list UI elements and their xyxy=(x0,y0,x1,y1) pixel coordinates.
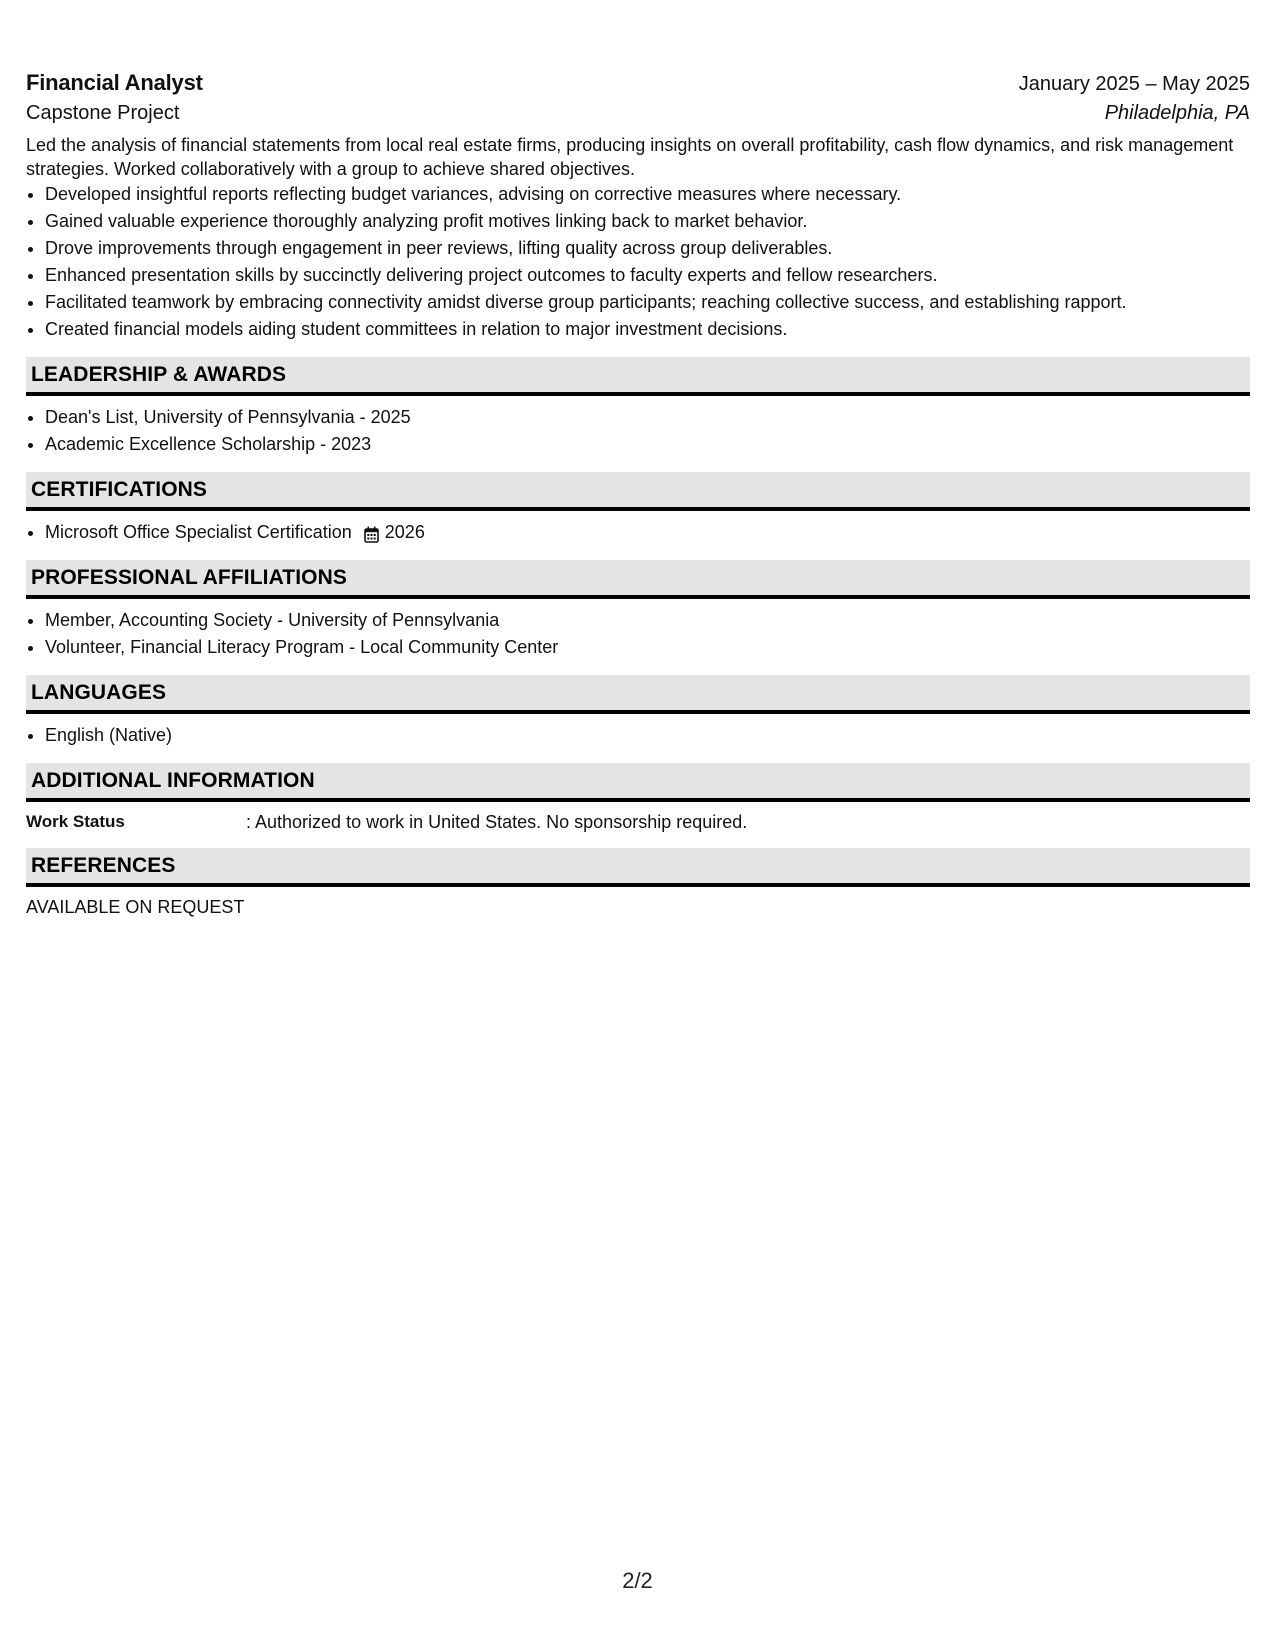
job-location: Philadelphia, PA xyxy=(1104,102,1250,124)
section-header xyxy=(26,472,1250,511)
section-title: REFERENCES xyxy=(31,853,176,877)
section-additional-information xyxy=(26,763,1250,834)
section-header xyxy=(26,675,1250,714)
list-item: • Member, Accounting Society - University of Pennsylvania xyxy=(45,607,1250,634)
calendar-icon xyxy=(364,524,379,541)
section-title: ADDITIONAL INFORMATION xyxy=(31,768,315,792)
section-header xyxy=(26,763,1250,802)
section-header xyxy=(26,560,1250,599)
list-item: • English (Native) xyxy=(45,722,1250,749)
job-company: Capstone Project xyxy=(26,102,180,124)
experience-entry xyxy=(26,70,1250,343)
section-title: LANGUAGES xyxy=(31,680,167,704)
list-item: • Drove improvements through engagement in peer reviews, lifting quality across group deliverables. xyxy=(45,235,1250,262)
list-item: • Created financial models aiding student committees in relation to major investment decisions. xyxy=(45,316,1250,343)
affiliations-list xyxy=(26,607,1250,661)
resume-page xyxy=(26,70,1250,919)
page-number: 2/2 xyxy=(622,1568,653,1593)
list-item: • Academic Excellence Scholarship - 2023 xyxy=(45,431,1250,458)
section-leadership xyxy=(26,357,1250,458)
section-affiliations xyxy=(26,560,1250,661)
job-header xyxy=(26,70,1250,96)
languages-list xyxy=(26,722,1250,749)
job-summary: Led the analysis of financial statements from local real estate firms, producing insights on overall profitability, cash flow dynamics, and risk management strategies. Worked collaboratively with a group to achieve shared objectives. xyxy=(26,135,1234,179)
section-header xyxy=(26,357,1250,396)
certification-year: 2026 xyxy=(384,522,425,542)
section-title: CERTIFICATIONS xyxy=(31,477,208,501)
list-item: • Developed insightful reports reflecting budget variances, advising on corrective measures where necessary. xyxy=(45,181,1250,208)
references-text: AVAILABLE ON REQUEST xyxy=(26,897,245,917)
certification-row xyxy=(45,519,425,546)
section-certifications xyxy=(26,472,1250,546)
leadership-list xyxy=(26,404,1250,458)
section-title: LEADERSHIP & AWARDS xyxy=(31,362,287,386)
certifications-list xyxy=(26,519,1250,546)
job-dates: January 2025 – May 2025 xyxy=(1018,73,1250,95)
list-item: • Dean's List, University of Pennsylvania - 2025 xyxy=(45,404,1250,431)
job-subheader xyxy=(26,102,1250,125)
list-item: • Gained valuable experience thoroughly analyzing profit motives linking back to market behavior. xyxy=(45,208,1250,235)
list-item: • Volunteer, Financial Literacy Program - Local Community Center xyxy=(45,634,1250,661)
work-status-value: : Authorized to work in United States. No sponsorship required. xyxy=(246,812,748,832)
work-status-row xyxy=(26,810,1250,834)
section-references xyxy=(26,848,1250,919)
list-item: • Enhanced presentation skills by succinctly delivering project outcomes to faculty experts and fellow researchers. xyxy=(45,262,1250,289)
job-bullet-list xyxy=(26,181,1250,343)
section-languages xyxy=(26,675,1250,749)
list-item: • Facilitated teamwork by embracing connectivity amidst diverse group participants; reaching collective success, and establishing rapport. xyxy=(45,289,1250,316)
section-header xyxy=(26,848,1250,887)
section-title: PROFESSIONAL AFFILIATIONS xyxy=(31,565,347,589)
work-status-label: Work Status xyxy=(26,812,125,831)
list-item xyxy=(45,519,1250,546)
certification-name: • Microsoft Office Specialist Certification xyxy=(45,522,352,542)
job-title: Financial Analyst xyxy=(26,70,203,95)
